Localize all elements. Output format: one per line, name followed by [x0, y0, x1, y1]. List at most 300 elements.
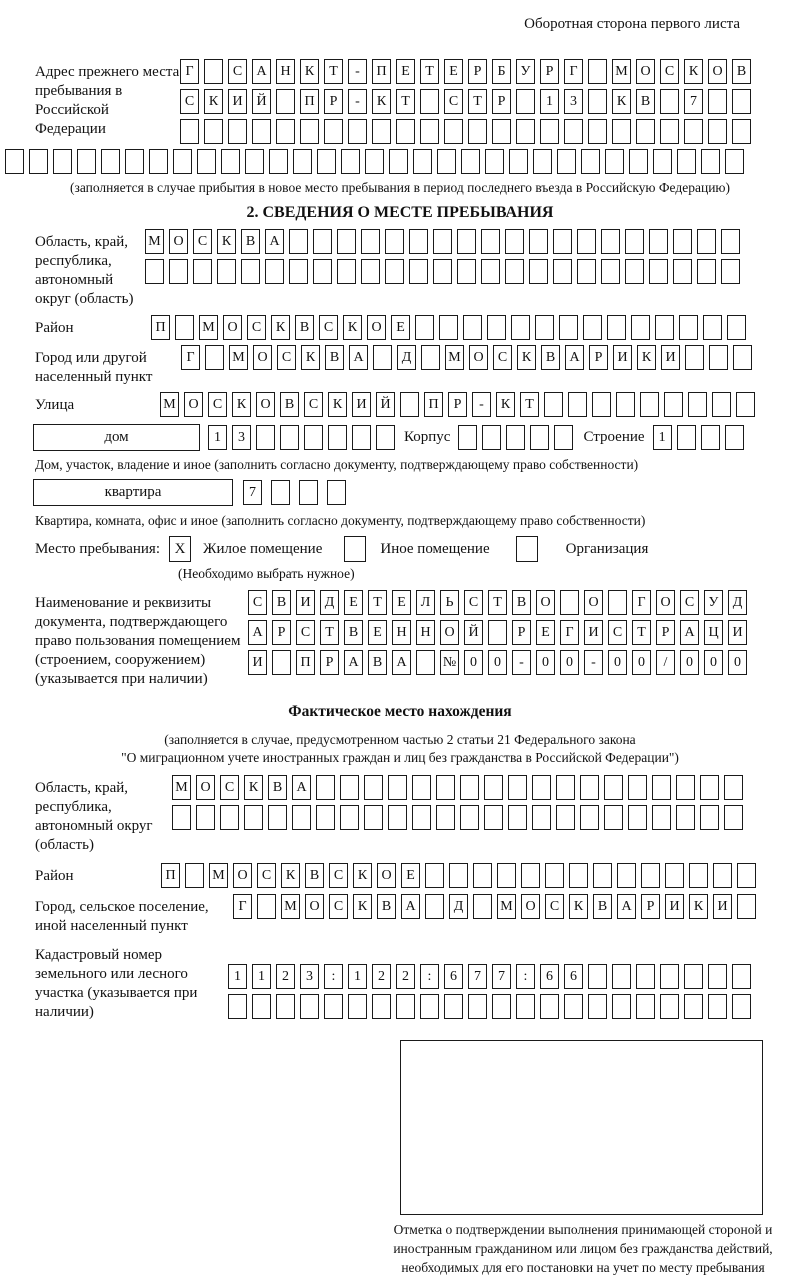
char-cell[interactable] — [185, 863, 204, 888]
char-cell[interactable] — [540, 119, 559, 144]
char-cell[interactable] — [433, 259, 452, 284]
char-cell[interactable]: У — [704, 590, 723, 615]
char-cell[interactable] — [540, 994, 559, 1019]
char-cell[interactable]: 2 — [396, 964, 415, 989]
char-cell[interactable] — [629, 149, 648, 174]
char-cell[interactable]: - — [584, 650, 603, 675]
char-cell[interactable]: А — [349, 345, 368, 370]
char-cell[interactable] — [487, 315, 506, 340]
char-cell[interactable] — [535, 315, 554, 340]
char-cell[interactable]: С — [220, 775, 239, 800]
char-cell[interactable] — [684, 994, 703, 1019]
char-cell[interactable]: С — [228, 59, 247, 84]
char-cell[interactable] — [564, 119, 583, 144]
char-cell[interactable] — [676, 805, 695, 830]
char-cell[interactable] — [482, 425, 501, 450]
char-cell[interactable] — [316, 805, 335, 830]
char-cell[interactable] — [425, 863, 444, 888]
char-cell[interactable] — [553, 229, 572, 254]
char-cell[interactable] — [712, 392, 731, 417]
char-cell[interactable] — [420, 119, 439, 144]
char-cell[interactable] — [457, 259, 476, 284]
char-cell[interactable]: Г — [181, 345, 200, 370]
char-cell[interactable]: В — [280, 392, 299, 417]
char-cell[interactable] — [204, 59, 223, 84]
char-cell[interactable] — [77, 149, 96, 174]
char-cell[interactable]: А — [565, 345, 584, 370]
char-cell[interactable] — [516, 119, 535, 144]
char-cell[interactable] — [652, 775, 671, 800]
char-cell[interactable] — [468, 119, 487, 144]
char-cell[interactable]: А — [680, 620, 699, 645]
char-cell[interactable] — [485, 149, 504, 174]
char-cell[interactable]: О — [521, 894, 540, 919]
char-cell[interactable]: М — [160, 392, 179, 417]
char-cell[interactable] — [420, 89, 439, 114]
char-cell[interactable]: С — [608, 620, 627, 645]
char-cell[interactable]: 3 — [300, 964, 319, 989]
char-cell[interactable]: В — [512, 590, 531, 615]
char-cell[interactable]: К — [353, 863, 372, 888]
char-cell[interactable] — [636, 994, 655, 1019]
char-cell[interactable] — [640, 392, 659, 417]
char-cell[interactable]: Г — [560, 620, 579, 645]
char-cell[interactable]: С — [680, 590, 699, 615]
char-cell[interactable]: Е — [396, 59, 415, 84]
char-cell[interactable]: В — [377, 894, 396, 919]
char-cell[interactable]: В — [272, 590, 291, 615]
char-cell[interactable] — [488, 620, 507, 645]
char-cell[interactable]: 7 — [684, 89, 703, 114]
char-cell[interactable] — [703, 315, 722, 340]
char-cell[interactable]: С — [444, 89, 463, 114]
char-cell[interactable] — [497, 863, 516, 888]
char-cell[interactable]: 2 — [372, 964, 391, 989]
char-cell[interactable] — [217, 259, 236, 284]
char-cell[interactable]: В — [636, 89, 655, 114]
char-cell[interactable]: Е — [536, 620, 555, 645]
char-cell[interactable]: Т — [368, 590, 387, 615]
char-cell[interactable] — [400, 392, 419, 417]
char-cell[interactable] — [449, 863, 468, 888]
char-cell[interactable] — [53, 149, 72, 174]
char-cell[interactable]: В — [241, 229, 260, 254]
char-cell[interactable]: П — [300, 89, 319, 114]
char-cell[interactable] — [689, 863, 708, 888]
char-cell[interactable] — [461, 149, 480, 174]
char-cell[interactable] — [701, 425, 720, 450]
char-cell[interactable] — [545, 863, 564, 888]
char-cell[interactable]: И — [661, 345, 680, 370]
char-cell[interactable] — [732, 994, 751, 1019]
char-cell[interactable] — [588, 994, 607, 1019]
char-cell[interactable] — [617, 863, 636, 888]
char-cell[interactable] — [484, 805, 503, 830]
char-cell[interactable]: С — [247, 315, 266, 340]
char-cell[interactable]: И — [613, 345, 632, 370]
char-cell[interactable]: К — [244, 775, 263, 800]
char-cell[interactable] — [425, 894, 444, 919]
char-cell[interactable] — [416, 650, 435, 675]
char-cell[interactable]: Т — [468, 89, 487, 114]
char-cell[interactable]: О — [169, 229, 188, 254]
char-cell[interactable] — [361, 259, 380, 284]
char-cell[interactable] — [473, 863, 492, 888]
char-cell[interactable] — [269, 149, 288, 174]
char-cell[interactable]: / — [656, 650, 675, 675]
char-cell[interactable]: О — [223, 315, 242, 340]
char-cell[interactable]: М — [172, 775, 191, 800]
char-cell[interactable] — [601, 229, 620, 254]
char-cell[interactable]: М — [199, 315, 218, 340]
char-cell[interactable]: Ь — [440, 590, 459, 615]
char-cell[interactable] — [569, 863, 588, 888]
char-cell[interactable]: К — [353, 894, 372, 919]
char-cell[interactable]: К — [637, 345, 656, 370]
char-cell[interactable]: И — [713, 894, 732, 919]
char-cell[interactable]: О — [184, 392, 203, 417]
char-cell[interactable]: С — [257, 863, 276, 888]
char-cell[interactable]: В — [541, 345, 560, 370]
char-cell[interactable] — [388, 775, 407, 800]
char-cell[interactable]: П — [161, 863, 180, 888]
char-cell[interactable] — [677, 149, 696, 174]
char-cell[interactable] — [389, 149, 408, 174]
char-cell[interactable]: Е — [368, 620, 387, 645]
char-cell[interactable]: И — [228, 89, 247, 114]
char-cell[interactable] — [529, 229, 548, 254]
char-cell[interactable]: С — [296, 620, 315, 645]
char-cell[interactable]: Р — [468, 59, 487, 84]
char-cell[interactable]: М — [281, 894, 300, 919]
char-cell[interactable]: С — [248, 590, 267, 615]
char-cell[interactable] — [348, 119, 367, 144]
char-cell[interactable]: М — [612, 59, 631, 84]
char-cell[interactable] — [173, 149, 192, 174]
char-cell[interactable]: : — [420, 964, 439, 989]
char-cell[interactable] — [252, 119, 271, 144]
char-cell[interactable] — [724, 775, 743, 800]
char-cell[interactable]: Т — [420, 59, 439, 84]
char-cell[interactable]: Е — [344, 590, 363, 615]
char-cell[interactable] — [492, 119, 511, 144]
char-cell[interactable] — [348, 994, 367, 1019]
char-cell[interactable] — [708, 89, 727, 114]
char-cell[interactable]: 6 — [564, 964, 583, 989]
char-cell[interactable] — [559, 315, 578, 340]
char-cell[interactable] — [484, 775, 503, 800]
char-cell[interactable]: К — [217, 229, 236, 254]
char-cell[interactable]: 1 — [653, 425, 672, 450]
char-cell[interactable] — [228, 994, 247, 1019]
char-cell[interactable]: И — [352, 392, 371, 417]
char-cell[interactable] — [577, 229, 596, 254]
char-cell[interactable] — [713, 863, 732, 888]
char-cell[interactable] — [304, 425, 323, 450]
char-cell[interactable] — [601, 259, 620, 284]
char-cell[interactable]: 0 — [560, 650, 579, 675]
char-cell[interactable]: 3 — [564, 89, 583, 114]
char-cell[interactable] — [532, 775, 551, 800]
char-cell[interactable] — [473, 894, 492, 919]
char-cell[interactable]: С — [193, 229, 212, 254]
char-cell[interactable]: А — [401, 894, 420, 919]
char-cell[interactable] — [444, 994, 463, 1019]
char-cell[interactable]: Й — [252, 89, 271, 114]
char-cell[interactable] — [352, 425, 371, 450]
char-cell[interactable]: С — [319, 315, 338, 340]
char-cell[interactable] — [652, 805, 671, 830]
char-cell[interactable]: К — [343, 315, 362, 340]
char-cell[interactable] — [511, 315, 530, 340]
char-cell[interactable] — [299, 480, 318, 505]
char-cell[interactable] — [676, 775, 695, 800]
char-cell[interactable] — [365, 149, 384, 174]
char-cell[interactable]: Д — [320, 590, 339, 615]
char-cell[interactable] — [271, 480, 290, 505]
char-cell[interactable] — [337, 229, 356, 254]
char-cell[interactable]: О — [656, 590, 675, 615]
char-cell[interactable] — [372, 994, 391, 1019]
char-cell[interactable]: С — [208, 392, 227, 417]
char-cell[interactable] — [252, 994, 271, 1019]
char-cell[interactable]: К — [281, 863, 300, 888]
char-cell[interactable] — [612, 994, 631, 1019]
char-cell[interactable]: Н — [276, 59, 295, 84]
char-cell[interactable]: 1 — [208, 425, 227, 450]
stay-type-checkbox-residential[interactable]: X — [169, 536, 191, 562]
char-cell[interactable] — [625, 229, 644, 254]
char-cell[interactable] — [679, 315, 698, 340]
char-cell[interactable]: - — [348, 59, 367, 84]
char-cell[interactable] — [29, 149, 48, 174]
char-cell[interactable]: С — [277, 345, 296, 370]
char-cell[interactable] — [556, 775, 575, 800]
char-cell[interactable]: Н — [416, 620, 435, 645]
char-cell[interactable]: М — [229, 345, 248, 370]
char-cell[interactable] — [688, 392, 707, 417]
char-cell[interactable]: 6 — [540, 964, 559, 989]
char-cell[interactable] — [665, 863, 684, 888]
char-cell[interactable] — [5, 149, 24, 174]
char-cell[interactable] — [636, 964, 655, 989]
char-cell[interactable]: Г — [564, 59, 583, 84]
char-cell[interactable] — [604, 775, 623, 800]
char-cell[interactable] — [458, 425, 477, 450]
char-cell[interactable]: Р — [492, 89, 511, 114]
char-cell[interactable] — [244, 805, 263, 830]
char-cell[interactable] — [604, 805, 623, 830]
char-cell[interactable] — [544, 392, 563, 417]
char-cell[interactable] — [412, 775, 431, 800]
char-cell[interactable] — [708, 119, 727, 144]
char-cell[interactable] — [625, 259, 644, 284]
char-cell[interactable] — [463, 315, 482, 340]
char-cell[interactable] — [508, 775, 527, 800]
char-cell[interactable]: И — [248, 650, 267, 675]
char-cell[interactable]: 0 — [704, 650, 723, 675]
char-cell[interactable]: П — [296, 650, 315, 675]
char-cell[interactable] — [437, 149, 456, 174]
char-cell[interactable]: № — [440, 650, 459, 675]
char-cell[interactable] — [193, 259, 212, 284]
char-cell[interactable] — [660, 119, 679, 144]
char-cell[interactable] — [256, 425, 275, 450]
char-cell[interactable] — [581, 149, 600, 174]
char-cell[interactable] — [337, 259, 356, 284]
char-cell[interactable] — [228, 119, 247, 144]
char-cell[interactable]: А — [392, 650, 411, 675]
char-cell[interactable] — [725, 149, 744, 174]
char-cell[interactable]: 1 — [228, 964, 247, 989]
char-cell[interactable] — [433, 229, 452, 254]
char-cell[interactable]: 0 — [728, 650, 747, 675]
char-cell[interactable] — [506, 425, 525, 450]
char-cell[interactable]: 0 — [608, 650, 627, 675]
char-cell[interactable]: : — [516, 964, 535, 989]
char-cell[interactable]: О — [256, 392, 275, 417]
char-cell[interactable]: К — [300, 59, 319, 84]
char-cell[interactable]: С — [329, 894, 348, 919]
char-cell[interactable]: П — [151, 315, 170, 340]
char-cell[interactable]: - — [472, 392, 491, 417]
char-cell[interactable] — [197, 149, 216, 174]
char-cell[interactable]: В — [368, 650, 387, 675]
char-cell[interactable]: В — [344, 620, 363, 645]
char-cell[interactable]: О — [469, 345, 488, 370]
char-cell[interactable] — [724, 805, 743, 830]
char-cell[interactable]: Г — [180, 59, 199, 84]
char-cell[interactable]: И — [584, 620, 603, 645]
char-cell[interactable] — [664, 392, 683, 417]
char-cell[interactable]: О — [536, 590, 555, 615]
char-cell[interactable]: М — [445, 345, 464, 370]
char-cell[interactable] — [272, 650, 291, 675]
char-cell[interactable]: К — [496, 392, 515, 417]
char-cell[interactable]: Р — [512, 620, 531, 645]
char-cell[interactable]: Р — [324, 89, 343, 114]
char-cell[interactable]: М — [497, 894, 516, 919]
char-cell[interactable] — [149, 149, 168, 174]
char-cell[interactable] — [709, 345, 728, 370]
char-cell[interactable]: О — [367, 315, 386, 340]
char-cell[interactable] — [649, 229, 668, 254]
char-cell[interactable]: Р — [656, 620, 675, 645]
char-cell[interactable]: 0 — [488, 650, 507, 675]
char-cell[interactable]: А — [344, 650, 363, 675]
char-cell[interactable] — [415, 315, 434, 340]
char-cell[interactable] — [673, 259, 692, 284]
char-cell[interactable] — [457, 229, 476, 254]
char-cell[interactable]: 7 — [243, 480, 262, 505]
char-cell[interactable] — [725, 425, 744, 450]
char-cell[interactable]: О — [196, 775, 215, 800]
char-cell[interactable] — [554, 425, 573, 450]
char-cell[interactable]: Н — [392, 620, 411, 645]
char-cell[interactable]: О — [636, 59, 655, 84]
char-cell[interactable] — [588, 59, 607, 84]
char-cell[interactable] — [631, 315, 650, 340]
char-cell[interactable] — [373, 345, 392, 370]
char-cell[interactable] — [736, 392, 755, 417]
char-cell[interactable]: О — [253, 345, 272, 370]
char-cell[interactable] — [530, 425, 549, 450]
char-cell[interactable]: И — [665, 894, 684, 919]
char-cell[interactable] — [396, 994, 415, 1019]
char-cell[interactable] — [588, 964, 607, 989]
char-cell[interactable]: А — [617, 894, 636, 919]
char-cell[interactable]: 0 — [632, 650, 651, 675]
char-cell[interactable]: С — [660, 59, 679, 84]
char-cell[interactable] — [655, 315, 674, 340]
char-cell[interactable] — [361, 229, 380, 254]
char-cell[interactable] — [420, 994, 439, 1019]
char-cell[interactable] — [580, 805, 599, 830]
char-cell[interactable] — [708, 964, 727, 989]
char-cell[interactable]: 0 — [680, 650, 699, 675]
char-cell[interactable]: К — [569, 894, 588, 919]
char-cell[interactable] — [409, 259, 428, 284]
char-cell[interactable] — [583, 315, 602, 340]
char-cell[interactable] — [289, 229, 308, 254]
char-cell[interactable]: К — [684, 59, 703, 84]
char-cell[interactable] — [388, 805, 407, 830]
char-cell[interactable]: 6 — [444, 964, 463, 989]
char-cell[interactable]: А — [248, 620, 267, 645]
char-cell[interactable] — [700, 775, 719, 800]
char-cell[interactable]: Г — [233, 894, 252, 919]
char-cell[interactable]: 7 — [468, 964, 487, 989]
char-cell[interactable] — [708, 994, 727, 1019]
char-cell[interactable] — [660, 964, 679, 989]
char-cell[interactable] — [588, 89, 607, 114]
char-cell[interactable] — [276, 119, 295, 144]
stay-type-checkbox-organization[interactable] — [516, 536, 538, 562]
char-cell[interactable] — [677, 425, 696, 450]
char-cell[interactable] — [220, 805, 239, 830]
char-cell[interactable]: В — [325, 345, 344, 370]
char-cell[interactable] — [556, 805, 575, 830]
char-cell[interactable] — [577, 259, 596, 284]
char-cell[interactable]: И — [296, 590, 315, 615]
char-cell[interactable]: О — [440, 620, 459, 645]
char-cell[interactable] — [636, 119, 655, 144]
char-cell[interactable]: К — [271, 315, 290, 340]
char-cell[interactable] — [580, 775, 599, 800]
char-cell[interactable] — [653, 149, 672, 174]
char-cell[interactable] — [732, 119, 751, 144]
char-cell[interactable] — [592, 392, 611, 417]
char-cell[interactable] — [396, 119, 415, 144]
char-cell[interactable] — [721, 229, 740, 254]
char-cell[interactable] — [241, 259, 260, 284]
char-cell[interactable]: А — [265, 229, 284, 254]
char-cell[interactable]: О — [708, 59, 727, 84]
char-cell[interactable]: Е — [401, 863, 420, 888]
char-cell[interactable]: Е — [444, 59, 463, 84]
char-cell[interactable] — [276, 994, 295, 1019]
char-cell[interactable]: Т — [396, 89, 415, 114]
char-cell[interactable] — [196, 805, 215, 830]
char-cell[interactable] — [564, 994, 583, 1019]
char-cell[interactable] — [605, 149, 624, 174]
char-cell[interactable]: В — [732, 59, 751, 84]
char-cell[interactable]: В — [295, 315, 314, 340]
char-cell[interactable] — [732, 89, 751, 114]
char-cell[interactable] — [608, 590, 627, 615]
char-cell[interactable] — [324, 994, 343, 1019]
char-cell[interactable] — [172, 805, 191, 830]
